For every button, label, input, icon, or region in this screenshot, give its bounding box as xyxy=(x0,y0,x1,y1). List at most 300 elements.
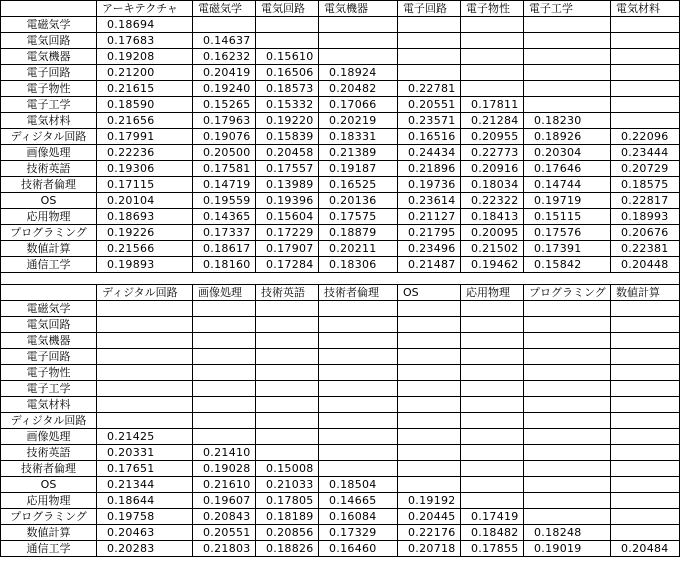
matrix-cell: 0.22322 xyxy=(461,193,524,209)
matrix-cell: 0.20916 xyxy=(461,161,524,177)
matrix-cell: 0.16232 xyxy=(193,49,256,65)
matrix-cell: 0.17391 xyxy=(524,241,611,257)
table2-row-label: プログラミング xyxy=(1,509,97,525)
table2-row-label: OS xyxy=(1,477,97,493)
matrix-cell: 0.18826 xyxy=(256,541,319,557)
matrix-cell xyxy=(256,429,319,445)
matrix-cell: 0.20482 xyxy=(319,81,398,97)
matrix-cell xyxy=(398,317,461,333)
section-gap xyxy=(1,273,680,285)
matrix-cell: 0.22236 xyxy=(97,145,193,161)
matrix-body xyxy=(1,1,680,557)
matrix-cell xyxy=(319,301,398,317)
matrix-cell xyxy=(193,301,256,317)
table1-column-header: 電気材料 xyxy=(611,1,680,17)
matrix-cell xyxy=(398,477,461,493)
table-row xyxy=(1,301,680,317)
table-row xyxy=(1,429,680,445)
matrix-cell: 0.19306 xyxy=(97,161,193,177)
matrix-cell xyxy=(319,333,398,349)
matrix-cell: 0.20955 xyxy=(461,129,524,145)
matrix-cell xyxy=(256,349,319,365)
matrix-cell xyxy=(319,49,398,65)
matrix-cell: 0.22817 xyxy=(611,193,680,209)
matrix-cell: 0.17991 xyxy=(97,129,193,145)
matrix-cell xyxy=(611,493,680,509)
matrix-cell: 0.21200 xyxy=(97,65,193,81)
matrix-cell: 0.20729 xyxy=(611,161,680,177)
matrix-cell xyxy=(611,349,680,365)
matrix-cell xyxy=(398,33,461,49)
matrix-cell xyxy=(524,413,611,429)
matrix-cell: 0.18993 xyxy=(611,209,680,225)
matrix-cell: 0.20283 xyxy=(97,541,193,557)
matrix-cell: 0.16460 xyxy=(319,541,398,557)
matrix-cell: 0.20136 xyxy=(319,193,398,209)
matrix-cell xyxy=(611,365,680,381)
matrix-cell xyxy=(524,477,611,493)
table1-corner-cell xyxy=(1,1,97,17)
table2-row-label: ディジタル回路 xyxy=(1,413,97,429)
matrix-cell xyxy=(256,301,319,317)
table2-column-header: 応用物理 xyxy=(461,285,524,301)
matrix-cell: 0.19893 xyxy=(97,257,193,273)
matrix-cell xyxy=(193,397,256,413)
matrix-cell: 0.17651 xyxy=(97,461,193,477)
matrix-cell xyxy=(611,113,680,129)
table1-row-label: 応用物理 xyxy=(1,209,97,225)
matrix-cell xyxy=(193,413,256,429)
table-row xyxy=(1,49,680,65)
matrix-cell: 0.21344 xyxy=(97,477,193,493)
matrix-cell xyxy=(97,381,193,397)
matrix-cell: 0.17581 xyxy=(193,161,256,177)
matrix-cell xyxy=(524,397,611,413)
matrix-cell xyxy=(611,525,680,541)
matrix-cell xyxy=(524,493,611,509)
matrix-cell xyxy=(461,333,524,349)
table-row xyxy=(1,209,680,225)
matrix-cell xyxy=(611,381,680,397)
table2-column-header: 画像処理 xyxy=(193,285,256,301)
matrix-cell xyxy=(256,17,319,33)
matrix-cell xyxy=(524,509,611,525)
matrix-cell: 0.20484 xyxy=(611,541,680,557)
matrix-cell xyxy=(524,429,611,445)
table-row xyxy=(1,81,680,97)
matrix-cell: 0.17337 xyxy=(193,225,256,241)
matrix-cell xyxy=(398,461,461,477)
matrix-cell: 0.21896 xyxy=(398,161,461,177)
matrix-cell: 0.21127 xyxy=(398,209,461,225)
table1-row-label: 電磁気学 xyxy=(1,17,97,33)
table2-row-label: 応用物理 xyxy=(1,493,97,509)
table1-row-label: 数値計算 xyxy=(1,241,97,257)
matrix-cell: 0.21425 xyxy=(97,429,193,445)
table-row xyxy=(1,461,680,477)
matrix-cell xyxy=(461,445,524,461)
matrix-cell xyxy=(611,445,680,461)
matrix-cell: 0.22381 xyxy=(611,241,680,257)
table-row xyxy=(1,477,680,493)
matrix-cell: 0.21615 xyxy=(97,81,193,97)
matrix-cell: 0.18644 xyxy=(97,493,193,509)
table1-column-header: 電子物性 xyxy=(461,1,524,17)
table-row xyxy=(1,333,680,349)
table-row xyxy=(1,381,680,397)
matrix-cell xyxy=(398,17,461,33)
matrix-cell xyxy=(461,381,524,397)
matrix-cell: 0.15839 xyxy=(256,129,319,145)
table-row xyxy=(1,113,680,129)
table1-row-label: 電気機器 xyxy=(1,49,97,65)
table-row xyxy=(1,413,680,429)
matrix-cell: 0.19226 xyxy=(97,225,193,241)
matrix-cell: 0.16516 xyxy=(398,129,461,145)
matrix-cell: 0.20463 xyxy=(97,525,193,541)
matrix-cell xyxy=(611,17,680,33)
table2-row-label: 通信工学 xyxy=(1,541,97,557)
matrix-cell xyxy=(524,97,611,113)
matrix-cell: 0.23496 xyxy=(398,241,461,257)
matrix-cell xyxy=(97,349,193,365)
matrix-cell: 0.18331 xyxy=(319,129,398,145)
table2-column-header: 技術者倫理 xyxy=(319,285,398,301)
matrix-cell: 0.19028 xyxy=(193,461,256,477)
matrix-cell: 0.17229 xyxy=(256,225,319,241)
matrix-cell: 0.21033 xyxy=(256,477,319,493)
matrix-cell: 0.20500 xyxy=(193,145,256,161)
matrix-cell xyxy=(398,49,461,65)
matrix-cell: 0.20458 xyxy=(256,145,319,161)
matrix-cell: 0.20104 xyxy=(97,193,193,209)
matrix-cell: 0.18694 xyxy=(97,17,193,33)
matrix-cell: 0.18617 xyxy=(193,241,256,257)
table-row xyxy=(1,161,680,177)
matrix-cell xyxy=(461,33,524,49)
matrix-cell xyxy=(461,65,524,81)
matrix-cell xyxy=(319,429,398,445)
matrix-cell: 0.21795 xyxy=(398,225,461,241)
matrix-cell: 0.21566 xyxy=(97,241,193,257)
table-row xyxy=(1,493,680,509)
matrix-cell xyxy=(524,81,611,97)
matrix-cell xyxy=(611,413,680,429)
matrix-cell: 0.18413 xyxy=(461,209,524,225)
table-row xyxy=(1,525,680,541)
matrix-cell: 0.20551 xyxy=(398,97,461,113)
matrix-cell: 0.14744 xyxy=(524,177,611,193)
matrix-cell xyxy=(319,397,398,413)
matrix-cell: 0.13989 xyxy=(256,177,319,193)
matrix-cell: 0.16525 xyxy=(319,177,398,193)
table-row xyxy=(1,17,680,33)
matrix-cell: 0.18160 xyxy=(193,257,256,273)
table1-row-label: プログラミング xyxy=(1,225,97,241)
matrix-cell: 0.19607 xyxy=(193,493,256,509)
matrix-cell xyxy=(319,461,398,477)
table2-row-label: 画像処理 xyxy=(1,429,97,445)
matrix-cell xyxy=(319,17,398,33)
matrix-cell: 0.18926 xyxy=(524,129,611,145)
table1-column-header: 電磁気学 xyxy=(193,1,256,17)
matrix-cell xyxy=(319,413,398,429)
matrix-cell: 0.15265 xyxy=(193,97,256,113)
table1-column-header: アーキテクチャ xyxy=(97,1,193,17)
matrix-cell xyxy=(611,461,680,477)
matrix-cell: 0.19758 xyxy=(97,509,193,525)
matrix-cell: 0.18879 xyxy=(319,225,398,241)
matrix-cell: 0.21284 xyxy=(461,113,524,129)
table2-row-label: 数値計算 xyxy=(1,525,97,541)
matrix-cell xyxy=(398,429,461,445)
matrix-cell: 0.20445 xyxy=(398,509,461,525)
matrix-cell xyxy=(524,349,611,365)
matrix-cell xyxy=(461,429,524,445)
table-row xyxy=(1,509,680,525)
table1-row-label: 電子物性 xyxy=(1,81,97,97)
matrix-cell xyxy=(256,33,319,49)
matrix-cell: 0.17115 xyxy=(97,177,193,193)
matrix-cell: 0.17576 xyxy=(524,225,611,241)
table1-row-label: 電気回路 xyxy=(1,33,97,49)
matrix-cell xyxy=(611,49,680,65)
matrix-cell xyxy=(193,381,256,397)
matrix-cell: 0.21803 xyxy=(193,541,256,557)
matrix-cell xyxy=(398,413,461,429)
matrix-cell xyxy=(256,365,319,381)
matrix-cell xyxy=(461,413,524,429)
matrix-cell: 0.19019 xyxy=(524,541,611,557)
matrix-cell xyxy=(524,65,611,81)
table-row xyxy=(1,445,680,461)
matrix-cell xyxy=(256,381,319,397)
matrix-cell: 0.18573 xyxy=(256,81,319,97)
table1-column-header: 電気回路 xyxy=(256,1,319,17)
matrix-cell xyxy=(461,461,524,477)
matrix-cell xyxy=(319,317,398,333)
matrix-cell: 0.17419 xyxy=(461,509,524,525)
matrix-cell: 0.17646 xyxy=(524,161,611,177)
matrix-cell xyxy=(398,397,461,413)
matrix-cell xyxy=(461,493,524,509)
matrix-cell: 0.20551 xyxy=(193,525,256,541)
matrix-cell: 0.23444 xyxy=(611,145,680,161)
matrix-cell xyxy=(193,349,256,365)
section-gap-cell xyxy=(1,273,680,285)
matrix-cell: 0.17066 xyxy=(319,97,398,113)
matrix-cell: 0.20448 xyxy=(611,257,680,273)
table2-row-label: 電子物性 xyxy=(1,365,97,381)
matrix-cell xyxy=(398,301,461,317)
matrix-cell: 0.20856 xyxy=(256,525,319,541)
table1-row-label: 技術者倫理 xyxy=(1,177,97,193)
matrix-cell xyxy=(97,413,193,429)
matrix-cell: 0.18248 xyxy=(524,525,611,541)
matrix-cell: 0.18575 xyxy=(611,177,680,193)
matrix-cell: 0.20304 xyxy=(524,145,611,161)
table2-corner-cell xyxy=(1,285,97,301)
matrix-cell: 0.14637 xyxy=(193,33,256,49)
matrix-cell: 0.15604 xyxy=(256,209,319,225)
matrix-cell: 0.18590 xyxy=(97,97,193,113)
table2-row-label: 電磁気学 xyxy=(1,301,97,317)
table1-row-label: 通信工学 xyxy=(1,257,97,273)
matrix-cell xyxy=(461,365,524,381)
matrix-cell xyxy=(611,429,680,445)
matrix-cell: 0.19736 xyxy=(398,177,461,193)
table2-row-label: 電気機器 xyxy=(1,333,97,349)
matrix-cell: 0.17284 xyxy=(256,257,319,273)
matrix-cell xyxy=(97,365,193,381)
matrix-cell xyxy=(398,65,461,81)
matrix-cell: 0.19719 xyxy=(524,193,611,209)
table1-row-label: 電子工学 xyxy=(1,97,97,113)
table-row xyxy=(1,317,680,333)
matrix-cell xyxy=(611,33,680,49)
table2-row-label: 電子工学 xyxy=(1,381,97,397)
matrix-cell xyxy=(193,333,256,349)
table-row xyxy=(1,365,680,381)
matrix-cell: 0.17811 xyxy=(461,97,524,113)
matrix-cell: 0.18504 xyxy=(319,477,398,493)
table-row xyxy=(1,33,680,49)
matrix-cell: 0.23614 xyxy=(398,193,461,209)
matrix-cell: 0.18230 xyxy=(524,113,611,129)
matrix-cell: 0.24434 xyxy=(398,145,461,161)
matrix-cell: 0.20718 xyxy=(398,541,461,557)
matrix-cell: 0.17329 xyxy=(319,525,398,541)
matrix-cell: 0.19076 xyxy=(193,129,256,145)
table2-column-header: ディジタル回路 xyxy=(97,285,193,301)
matrix-cell xyxy=(611,81,680,97)
matrix-cell: 0.19187 xyxy=(319,161,398,177)
matrix-cell xyxy=(319,445,398,461)
table2-row-label: 技術者倫理 xyxy=(1,461,97,477)
matrix-cell xyxy=(611,317,680,333)
matrix-cell: 0.15115 xyxy=(524,209,611,225)
table-row xyxy=(1,349,680,365)
matrix-cell: 0.15610 xyxy=(256,49,319,65)
matrix-cell xyxy=(611,301,680,317)
matrix-cell: 0.18306 xyxy=(319,257,398,273)
matrix-cell xyxy=(398,349,461,365)
matrix-cell xyxy=(461,49,524,65)
matrix-cell: 0.14665 xyxy=(319,493,398,509)
matrix-cell xyxy=(524,49,611,65)
table-row xyxy=(1,541,680,557)
table1-row-label: 電気材料 xyxy=(1,113,97,129)
matrix-cell: 0.14719 xyxy=(193,177,256,193)
matrix-cell: 0.21410 xyxy=(193,445,256,461)
matrix-cell xyxy=(97,397,193,413)
table-row xyxy=(1,257,680,273)
table-row xyxy=(1,225,680,241)
matrix-cell: 0.17575 xyxy=(319,209,398,225)
matrix-cell: 0.20219 xyxy=(319,113,398,129)
matrix-cell xyxy=(319,381,398,397)
matrix-cell xyxy=(398,381,461,397)
matrix-cell: 0.18924 xyxy=(319,65,398,81)
matrix-cell: 0.17963 xyxy=(193,113,256,129)
matrix-cell xyxy=(256,445,319,461)
matrix-cell: 0.22096 xyxy=(611,129,680,145)
matrix-cell: 0.19220 xyxy=(256,113,319,129)
matrix-cell xyxy=(524,301,611,317)
matrix-cell xyxy=(461,477,524,493)
table2-header-row xyxy=(1,285,680,301)
matrix-cell xyxy=(193,365,256,381)
matrix-cell: 0.19240 xyxy=(193,81,256,97)
matrix-cell: 0.18034 xyxy=(461,177,524,193)
table2-column-header: プログラミング xyxy=(524,285,611,301)
matrix-cell xyxy=(524,33,611,49)
matrix-cell: 0.17805 xyxy=(256,493,319,509)
table1-row-label: 技術英語 xyxy=(1,161,97,177)
matrix-cell: 0.20211 xyxy=(319,241,398,257)
matrix-cell: 0.15842 xyxy=(524,257,611,273)
matrix-cell: 0.19396 xyxy=(256,193,319,209)
matrix-cell: 0.17907 xyxy=(256,241,319,257)
matrix-cell xyxy=(461,81,524,97)
matrix-cell xyxy=(193,317,256,333)
table2-row-label: 技術英語 xyxy=(1,445,97,461)
matrix-cell: 0.23571 xyxy=(398,113,461,129)
table2-row-label: 電気回路 xyxy=(1,317,97,333)
matrix-cell: 0.16506 xyxy=(256,65,319,81)
table2-column-header: 数値計算 xyxy=(611,285,680,301)
matrix-cell xyxy=(611,97,680,113)
table-row xyxy=(1,97,680,113)
matrix-cell: 0.21610 xyxy=(193,477,256,493)
matrix-cell xyxy=(524,461,611,477)
table-row xyxy=(1,241,680,257)
matrix-cell xyxy=(524,365,611,381)
matrix-cell: 0.17855 xyxy=(461,541,524,557)
matrix-cell xyxy=(611,509,680,525)
matrix-cell xyxy=(461,301,524,317)
table1-header-row xyxy=(1,1,680,17)
matrix-cell xyxy=(97,301,193,317)
matrix-cell: 0.22773 xyxy=(461,145,524,161)
matrix-cell: 0.20419 xyxy=(193,65,256,81)
matrix-cell xyxy=(256,317,319,333)
matrix-cell: 0.21502 xyxy=(461,241,524,257)
matrix-cell: 0.20331 xyxy=(97,445,193,461)
matrix-cell xyxy=(611,65,680,81)
matrix-cell xyxy=(193,17,256,33)
table1-column-header: 電子工学 xyxy=(524,1,611,17)
table2-column-header: OS xyxy=(398,285,461,301)
matrix-cell xyxy=(461,317,524,333)
matrix-cell: 0.20095 xyxy=(461,225,524,241)
matrix-cell xyxy=(256,333,319,349)
matrix-cell: 0.21389 xyxy=(319,145,398,161)
table-row xyxy=(1,145,680,161)
matrix-cell xyxy=(461,349,524,365)
table1-column-header: 電子回路 xyxy=(398,1,461,17)
matrix-cell: 0.16084 xyxy=(319,509,398,525)
matrix-cell xyxy=(461,397,524,413)
matrix-cell xyxy=(524,381,611,397)
matrix-cell xyxy=(398,365,461,381)
matrix-cell xyxy=(256,413,319,429)
matrix-cell: 0.14365 xyxy=(193,209,256,225)
table-row xyxy=(1,397,680,413)
matrix-cell: 0.18693 xyxy=(97,209,193,225)
matrix-cell xyxy=(319,349,398,365)
table-row xyxy=(1,65,680,81)
